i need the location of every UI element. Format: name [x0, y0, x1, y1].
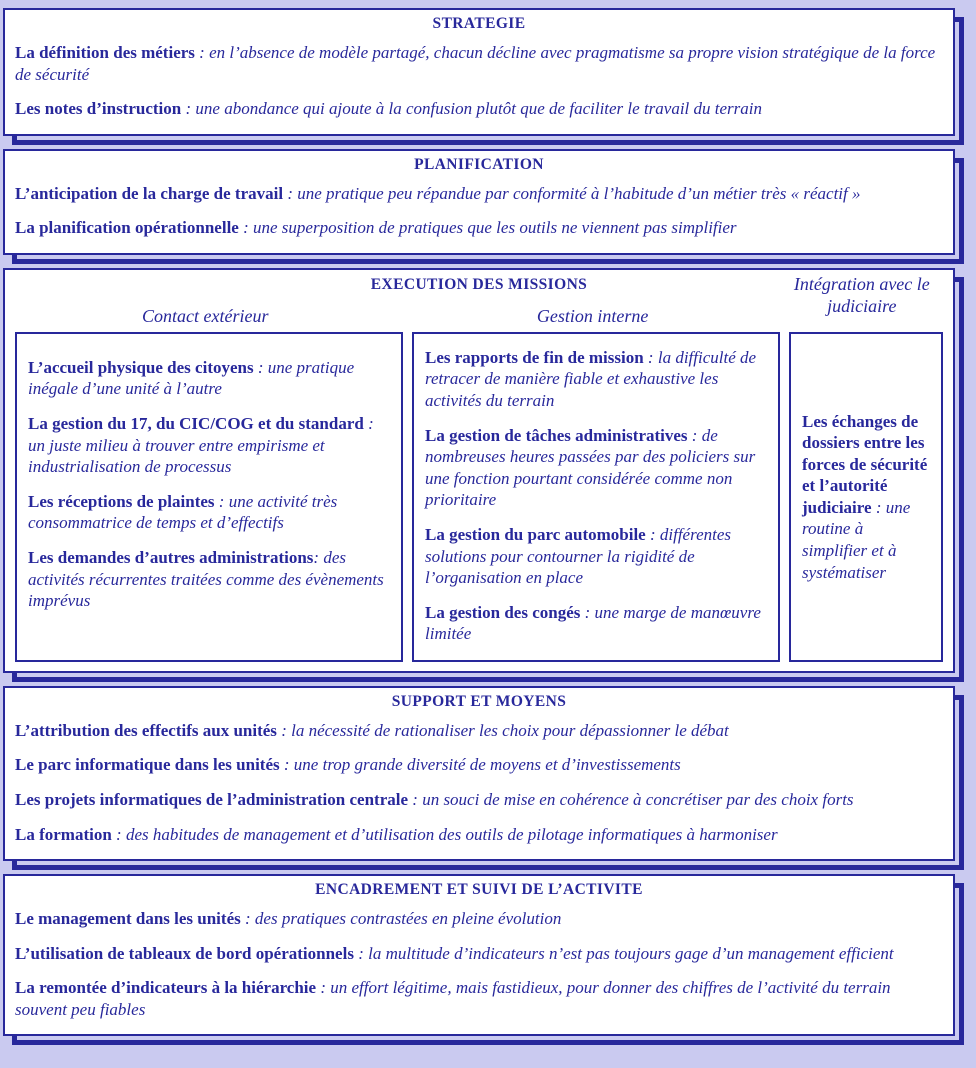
- section-support-et-moyens: [3, 686, 955, 861]
- finding-desc: une trop grande diversité de moyens et d’investissements: [293, 755, 681, 775]
- finding-item: [28, 357, 390, 400]
- finding-separator: :: [111, 824, 126, 844]
- finding-separator: :: [181, 99, 196, 119]
- finding-separator: :: [279, 755, 294, 775]
- finding-item: [15, 754, 943, 776]
- finding-desc: une routine à simplifier et à systématiser: [802, 497, 911, 582]
- finding-desc: la difficulté de retracer de manière fiable et exhaustive les activités du terrain: [425, 347, 757, 411]
- finding-separator: :: [316, 978, 331, 998]
- section-title-execution: EXECUTION DES MISSIONS: [370, 275, 588, 293]
- finding-desc: des habitudes de management et d’utilisation des outils de pilotage informatiques à harmoniser: [125, 824, 778, 844]
- section-title-strategie: STRATEGIE: [432, 15, 526, 32]
- finding-item: [15, 183, 943, 205]
- finding-desc: en l’absence de modèle partagé, chacun décline avec pragmatisme sa propre vision stratégique de la force de sécurité: [15, 43, 936, 84]
- finding-lead: Les demandes d’autres administrations: [28, 547, 314, 567]
- finding-item: [425, 425, 767, 511]
- finding-lead: L’attribution des effectifs aux unités: [15, 720, 277, 740]
- finding-separator: :: [687, 425, 702, 445]
- finding-lead: L’utilisation de tableaux de bord opérationnels: [15, 943, 354, 963]
- section-title-encadrement: ENCADREMENT ET SUIVI DE L’ACTIVITE: [315, 881, 643, 899]
- finding-lead: La gestion du 17, du CIC/COG et du standard: [28, 414, 364, 434]
- finding-lead: L’anticipation de la charge de travail: [15, 183, 284, 203]
- finding-separator: :: [643, 347, 658, 367]
- column-header-integration-judiciaire: Intégration avec le judiciaire: [793, 273, 930, 316]
- finding-lead: La formation: [15, 824, 112, 844]
- finding-lead: La remontée d’indicateurs à la hiérarchie: [15, 978, 317, 998]
- finding-lead: La gestion de tâches administratives: [425, 425, 688, 445]
- finding-item: [15, 977, 943, 1020]
- finding-separator: :: [240, 909, 255, 929]
- finding-lead: La gestion des congés: [425, 602, 581, 622]
- section-strategie: [3, 8, 955, 136]
- finding-lead: L’accueil physique des citoyens: [28, 357, 254, 377]
- finding-lead: Le management dans les unités: [15, 909, 241, 929]
- finding-separator: :: [238, 218, 254, 238]
- finding-desc: une pratique peu répandue par conformité à l’habitude d’un métier très « réactif »: [297, 183, 861, 203]
- section-title-support: SUPPORT ET MOYENS: [391, 692, 567, 710]
- finding-item: [15, 217, 943, 239]
- finding-separator: :: [580, 602, 595, 622]
- column-header-contact-exterieur: Contact extérieur: [142, 305, 269, 326]
- finding-lead: Les notes d’instruction: [15, 99, 182, 119]
- section-planification: [3, 149, 955, 255]
- finding-lead: Les réceptions de plaintes: [28, 491, 215, 511]
- finding-lead: Le parc informatique dans les unités: [15, 755, 280, 775]
- section-execution-des-missions: [3, 268, 955, 673]
- finding-desc: une activité très consommatrice de temps et d’effectifs: [28, 491, 338, 533]
- finding-desc: une marge de manœuvre limitée: [425, 602, 761, 644]
- finding-separator: :: [645, 524, 660, 544]
- finding-item: [28, 547, 390, 612]
- column-header-gestion-interne: Gestion interne: [536, 305, 649, 326]
- finding-item: [28, 491, 390, 534]
- finding-separator: :: [871, 497, 886, 517]
- finding-item: [425, 347, 767, 412]
- finding-separator: :: [408, 789, 423, 809]
- finding-desc: de nombreuses heures passées par des policiers sur une fonction pourtant considérée comme non prioritaire: [425, 425, 756, 510]
- finding-item: [28, 413, 390, 478]
- section-title-planification: PLANIFICATION: [414, 155, 544, 173]
- finding-desc: la nécessité de rationaliser les choix pour dépassionner le débat: [291, 720, 729, 740]
- finding-item: [15, 908, 943, 930]
- finding-lead: Les rapports de fin de mission: [425, 347, 644, 367]
- finding-lead: Les échanges de dossiers entre les forces de sécurité et l’autorité judiciaire: [802, 411, 928, 517]
- finding-desc: des pratiques contrastées en pleine évolution: [254, 909, 562, 929]
- finding-desc: un souci de mise en cohérence à concrétiser par des choix forts: [422, 789, 854, 809]
- finding-desc: une pratique inégale d’une unité à l’autre: [28, 357, 355, 399]
- finding-separator: :: [276, 720, 292, 740]
- finding-lead: La définition des métiers: [15, 43, 195, 62]
- finding-item: [15, 720, 943, 742]
- finding-item: [15, 824, 943, 846]
- finding-desc: des activités récurrentes traitées comme des évènements imprévus: [28, 547, 384, 611]
- finding-desc: la multitude d’indicateurs n’est pas toujours gage d’un management efficient: [368, 943, 894, 963]
- finding-item: [425, 602, 767, 645]
- finding-item: [425, 524, 767, 589]
- finding-desc: différentes solutions pour contourner la rigidité de l’organisation en place: [425, 524, 732, 588]
- finding-separator: :: [194, 43, 210, 62]
- finding-item: [15, 943, 943, 965]
- finding-separator: :: [283, 183, 298, 203]
- finding-separator: :: [353, 943, 369, 963]
- finding-item: [15, 42, 943, 85]
- finding-desc: une abondance qui ajoute à la confusion plutôt que de faciliter le travail du terrain: [195, 99, 762, 119]
- finding-lead: La gestion du parc automobile: [425, 524, 646, 544]
- finding-separator: :: [253, 357, 268, 377]
- finding-item: [15, 789, 943, 811]
- section-encadrement-et-suivi: [3, 874, 955, 1036]
- finding-item: [802, 411, 930, 584]
- finding-separator: :: [313, 547, 324, 567]
- finding-desc: un juste milieu à trouver entre empirisme et industrialisation de processus: [28, 435, 325, 477]
- column-box-gestion-interne: [412, 332, 780, 662]
- finding-lead: Les projets informatiques de l’administration centrale: [15, 789, 409, 809]
- finding-separator: :: [363, 414, 374, 434]
- finding-desc: un effort légitime, mais fastidieux, pour donner des chiffres de l’activité du terrain souvent peu fiables: [15, 978, 891, 1019]
- column-box-integration-judiciaire: [789, 332, 943, 662]
- finding-desc: une superposition de pratiques que les outils ne viennent pas simplifier: [253, 218, 737, 238]
- finding-separator: :: [214, 491, 229, 511]
- column-box-contact-exterieur: [15, 332, 403, 662]
- execution-header: [15, 272, 943, 332]
- finding-lead: La planification opérationnelle: [15, 218, 239, 238]
- finding-item: [15, 98, 943, 120]
- execution-columns: [15, 332, 943, 662]
